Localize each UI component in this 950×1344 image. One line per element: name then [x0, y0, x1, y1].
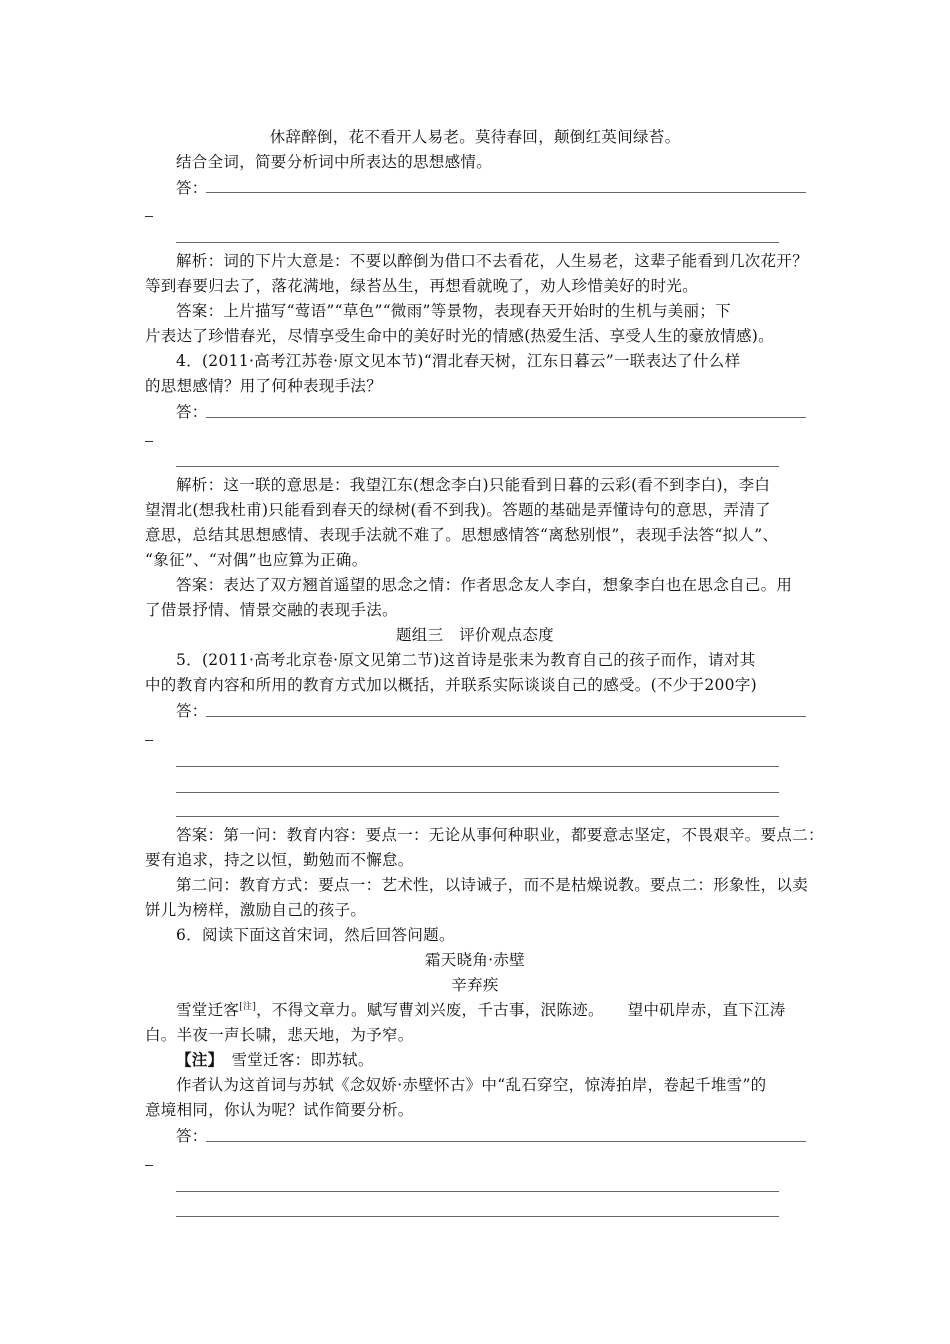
poem-text-start: 雪堂迁客 — [176, 1001, 240, 1019]
q6-question-cont: 意境相同，你认为呢？试作简要分析。 — [145, 1101, 414, 1119]
q5-answer-cont-3: 饼儿为榜样，激励自己的孩子。 — [145, 901, 367, 919]
q5-answer-line-1[interactable] — [206, 716, 806, 717]
q3-analysis-cont: 等到春要归去了，落花满地，绿苔丛生，再想看就晚了，劝人珍惜美好的时光。 — [145, 277, 699, 295]
q3-answer-label: 答： — [176, 179, 208, 197]
q4-analysis-cont-3: “象征”、“对偶”也应算为正确。 — [145, 551, 368, 569]
q5-answer-line-4[interactable] — [176, 816, 779, 817]
q6-answer-label: 答： — [176, 1127, 208, 1145]
q4-answer-line-2[interactable] — [176, 466, 779, 467]
q3-answer-line-2[interactable] — [176, 242, 779, 243]
q3-prompt: 结合全词，简要分析词中所表达的思想感情。 — [176, 153, 493, 171]
q3-answer-cont: 片表达了珍惜春光，尽情享受生命中的美好时光的情感(热爱生活、享受人生的豪放情感)。 — [145, 327, 774, 345]
poem-text — [176, 999, 786, 1021]
q4-answer-cont: 了借景抒情、情景交融的表现手法。 — [145, 601, 398, 619]
q6-question: 作者认为这首词与苏轼《念奴娇·赤壁怀古》中“乱石穿空，惊涛拍岸，卷起千堆雪”的 — [176, 1076, 767, 1094]
q5-answer-line-2[interactable] — [176, 766, 779, 767]
q5-answer: 答案：第一问：教育内容：要点一：无论从事何种职业，都要意志坚定，不畏艰辛。要点二： — [176, 826, 824, 844]
footnote-label: 【注】 — [176, 1050, 216, 1069]
q5-answer-dash — [145, 740, 153, 741]
q5-question: 5．(2011·高考北京卷·原文见第二节)这首诗是张耒为教育自己的孩子而作，请对其 — [176, 651, 756, 669]
q4-answer: 答案：表达了双方翘首遥望的思念之情：作者思念友人李白，想象李白也在思念自己。用 — [176, 576, 793, 594]
q5-question-cont: 中的教育内容和所用的教育方式加以概括，并联系实际谈谈自己的感受。(不少于200字) — [145, 676, 757, 694]
footnote — [176, 1049, 374, 1071]
q4-answer-line-1[interactable] — [206, 417, 806, 418]
q4-question-cont: 的思想感情？用了何种表现手法？ — [145, 377, 383, 395]
q4-question: 4．(2011·高考江苏卷·原文见本节)“渭北春天树，江东日暮云”一联表达了什么样 — [176, 352, 741, 370]
q4-answer-dash — [145, 441, 153, 442]
q5-answer-line-3[interactable] — [176, 792, 779, 793]
q4-answer-label: 答： — [176, 403, 208, 421]
q5-answer-cont-1: 要有追求，持之以恒，勤勉而不懈怠。 — [145, 851, 414, 869]
note-reference[interactable]: [注] — [239, 1001, 257, 1012]
poem-title: 霜天晓角·赤壁 — [424, 951, 526, 969]
q6-answer-line-2[interactable] — [176, 1191, 779, 1192]
q6-answer-line-3[interactable] — [176, 1216, 779, 1217]
q6-answer-dash — [145, 1165, 153, 1166]
section-heading: 题组三 评价观点态度 — [395, 626, 554, 644]
q3-answer-line-1[interactable] — [206, 192, 806, 193]
q3-analysis: 解析：词的下片大意是：不要以醉倒为借口不去看花，人生易老，这辈子能看到几次花开？ — [176, 252, 809, 270]
q5-answer-label: 答： — [176, 702, 208, 720]
q4-analysis: 解析：这一联的意思是：我望江东(想念李白)只能看到日暮的云彩(看不到李白)，李白 — [176, 476, 771, 494]
q5-answer-cont-2: 第二问：教育方式：要点一：艺术性，以诗诫子，而不是枯燥说教。要点二：形象性，以卖 — [176, 876, 809, 894]
q3-answer: 答案：上片描写“莺语”“草色”“微雨”等景物，表现春天开始时的生机与美丽；下 — [176, 302, 731, 320]
poem-text-rest: ，不得文章力。赋写曹刘兴废，千古事，泯陈迹。 望中矶岸赤，直下江涛 — [256, 1001, 786, 1019]
poem-author: 辛弃疾 — [451, 976, 499, 994]
q4-analysis-cont-2: 意思，总结其思想感情、表现手法就不难了。思想感情答“离愁别恨”，表现手法答“拟人”、 — [145, 526, 779, 544]
q3-answer-dash — [145, 216, 153, 217]
footnote-text: 雪堂迁客：即苏轼。 — [215, 1051, 374, 1069]
q6-intro: 6．阅读下面这首宋词，然后回答问题。 — [176, 926, 455, 944]
poem-line: 休辞醉倒，花不看开人易老。莫待春回，颠倒红英间绿苔。 — [269, 128, 681, 146]
q4-analysis-cont-1: 望渭北(想我杜甫)只能看到春天的绿树(看不到我)。答题的基础是弄懂诗句的意思，弄清了 — [145, 501, 771, 519]
poem-text-cont: 白。半夜一声长啸，悲天地，为予窄。 — [145, 1026, 414, 1044]
q6-answer-line-1[interactable] — [206, 1141, 806, 1142]
